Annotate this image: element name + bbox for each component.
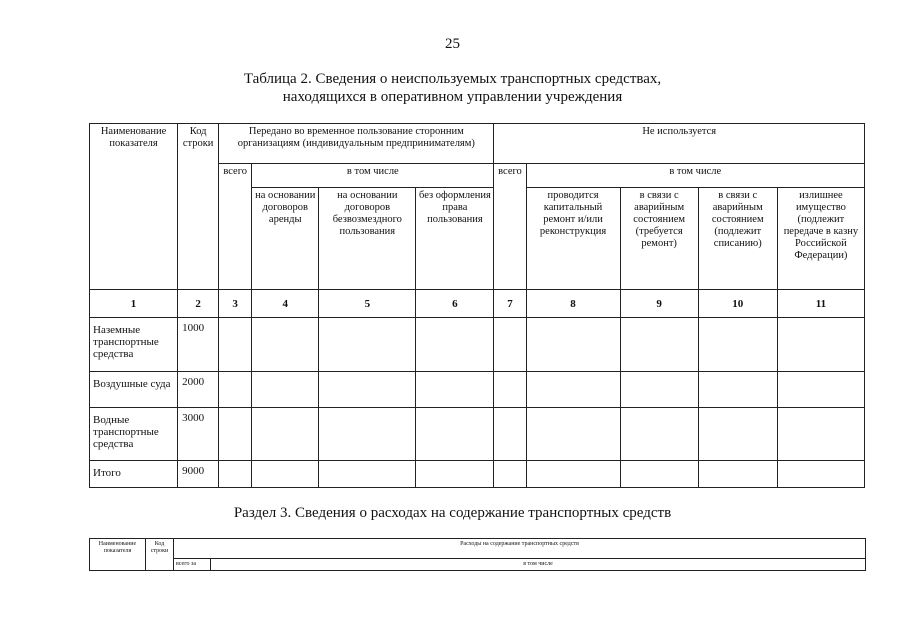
data-cell (494, 372, 526, 408)
header-lease: на основании договоров аренды (252, 188, 319, 290)
data-cell (698, 408, 777, 461)
row-name: Воздушные суда (90, 372, 178, 408)
data-cell (620, 461, 698, 488)
header-indicator-name: Наименование показателя (90, 124, 178, 290)
row-code: 2000 (178, 372, 219, 408)
data-cell (526, 461, 620, 488)
expenses-table (89, 538, 866, 571)
data-cell (219, 372, 252, 408)
data-cell (777, 318, 864, 372)
header-not-used-total: всего (494, 164, 526, 290)
data-cell (494, 408, 526, 461)
table-row (90, 461, 865, 488)
column-number: 8 (526, 290, 620, 318)
data-cell (494, 318, 526, 372)
data-cell (620, 372, 698, 408)
header-emergency-writeoff: в связи с аварийным состоянием (подлежит списанию) (698, 188, 777, 290)
table-title-line2: находящихся в оперативном управлении учреждения (282, 89, 623, 105)
unused-vehicles-table (89, 123, 865, 488)
expenses-header-line-code: Код строки (146, 539, 174, 571)
row-name: Водные транспортные средства (90, 408, 178, 461)
data-cell (319, 461, 416, 488)
expenses-header-total-for: всего за (174, 559, 211, 571)
section-title: Раздел 3. Сведения о расходах на содержание транспортных средств (233, 505, 672, 521)
header-not-used-including: в том числе (526, 164, 865, 188)
column-number: 3 (219, 290, 252, 318)
column-number: 1 (90, 290, 178, 318)
data-cell (252, 461, 319, 488)
column-number: 5 (319, 290, 416, 318)
column-number: 11 (777, 290, 864, 318)
data-cell (494, 461, 526, 488)
row-code: 3000 (178, 408, 219, 461)
data-cell (526, 372, 620, 408)
expenses-header-expenses: Расходы на содержание транспортных средств (174, 539, 866, 559)
data-cell (219, 408, 252, 461)
data-cell (526, 318, 620, 372)
table-row (90, 372, 865, 408)
data-cell (416, 372, 494, 408)
column-number: 9 (620, 290, 698, 318)
column-number: 7 (494, 290, 526, 318)
table-title-line1: Таблица 2. Сведения о неиспользуемых транспортных средствах, (243, 71, 662, 87)
column-number: 10 (698, 290, 777, 318)
header-emergency-repair: в связи с аварийным состоянием (требуется ремонт) (620, 188, 698, 290)
data-cell (698, 372, 777, 408)
row-code: 1000 (178, 318, 219, 372)
data-cell (698, 318, 777, 372)
data-cell (777, 461, 864, 488)
header-transferred-total: всего (219, 164, 252, 290)
column-number: 2 (178, 290, 219, 318)
column-number: 6 (416, 290, 494, 318)
header-no-rights: без оформления права пользования (416, 188, 494, 290)
data-cell (319, 372, 416, 408)
header-not-used: Не используется (494, 124, 865, 164)
row-name: Итого (90, 461, 178, 488)
data-cell (416, 318, 494, 372)
data-cell (252, 408, 319, 461)
data-cell (416, 461, 494, 488)
data-cell (620, 318, 698, 372)
data-cell (526, 408, 620, 461)
data-cell (219, 461, 252, 488)
header-surplus: излишнее имущество (подлежит передаче в казну Российской Федерации) (777, 188, 864, 290)
column-number: 4 (252, 290, 319, 318)
header-transferred: Передано во временное пользование сторонним организациям (индивидуальным предпринимателям) (219, 124, 494, 164)
data-cell (698, 461, 777, 488)
data-cell (319, 318, 416, 372)
header-transferred-including: в том числе (252, 164, 494, 188)
table-row (90, 318, 865, 372)
header-repair: проводится капитальный ремонт и/или реконструкция (526, 188, 620, 290)
data-cell (319, 408, 416, 461)
data-cell (777, 408, 864, 461)
data-cell (620, 408, 698, 461)
page-number: 25 (445, 36, 460, 52)
data-cell (777, 372, 864, 408)
data-cell (252, 372, 319, 408)
data-cell (252, 318, 319, 372)
header-free-use: на основании договоров безвозмездного пользования (319, 188, 416, 290)
data-cell (219, 318, 252, 372)
row-name: Наземные транспортные средства (90, 318, 178, 372)
table-row (90, 408, 865, 461)
table-title (0, 70, 905, 106)
data-cell (416, 408, 494, 461)
row-code: 9000 (178, 461, 219, 488)
expenses-header-indicator-name: Наименование показателя (90, 539, 146, 571)
header-line-code: Код строки (178, 124, 219, 290)
expenses-header-including: в том числе (211, 559, 866, 571)
